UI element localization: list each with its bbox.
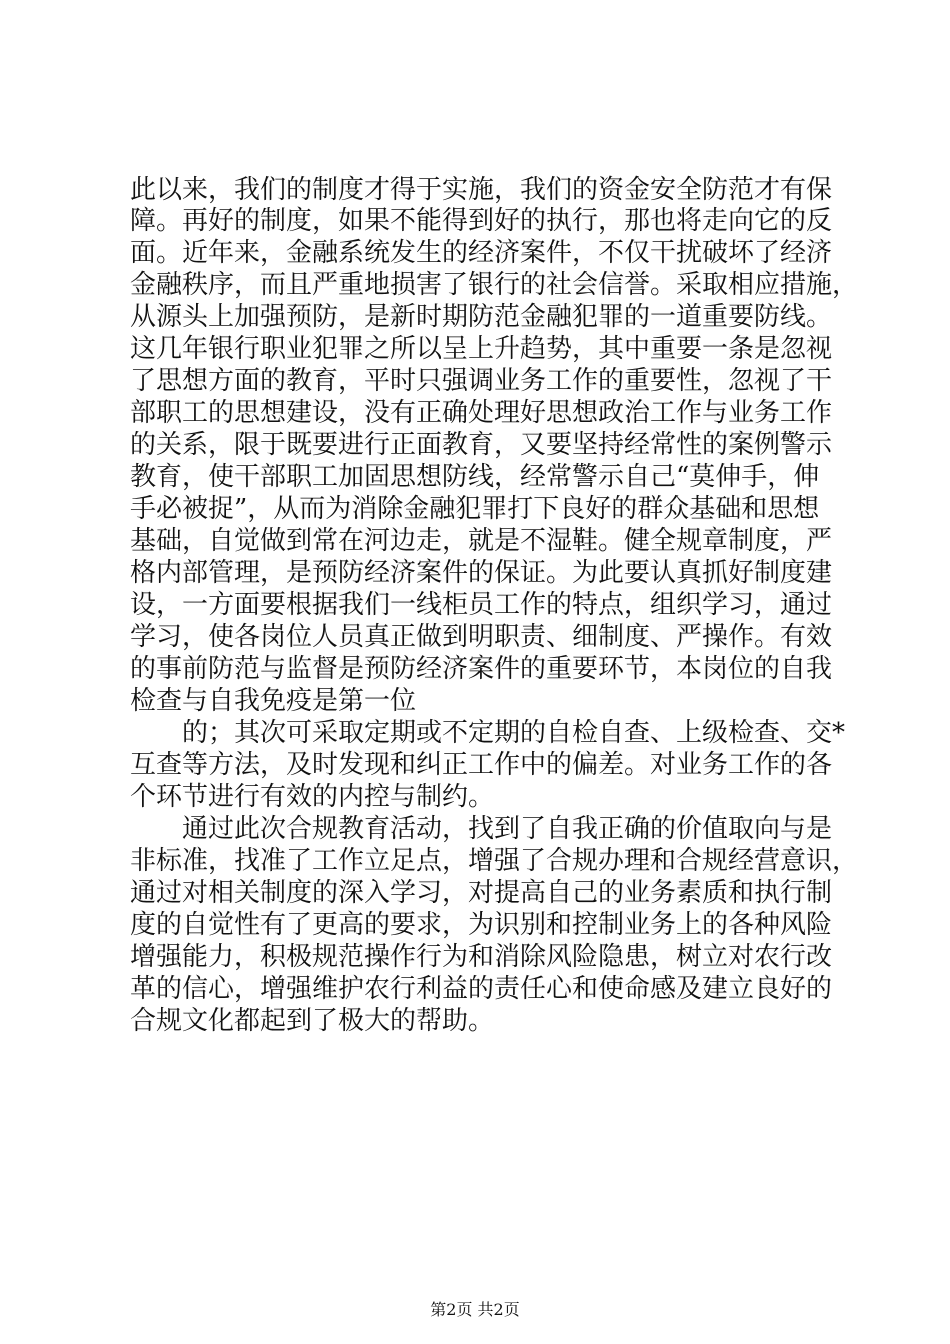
- text-line: 障。再好的制度，如果不能得到好的执行，那也将走向它的反: [130, 206, 833, 236]
- text-line: 增强能力，积极规范操作行为和消除风险隐患，树立对农行改: [130, 942, 833, 972]
- text-line: 检查与自我免疫是第一位: [130, 686, 417, 716]
- text-line: 非标准，找准了工作立足点，增强了合规办理和合规经营意识，: [130, 846, 859, 876]
- text-line: 此以来，我们的制度才得于实施，我们的资金安全防范才有保: [130, 175, 833, 205]
- text-line: 基础，自觉做到常在河边走，就是不湿鞋。健全规章制度，严: [130, 526, 833, 556]
- page-number-footer: 第2页 共2页: [430, 1300, 520, 1319]
- text-line: 革的信心，增强维护农行利益的责任心和使命感及建立良好的: [130, 974, 833, 1004]
- text-line: 面。近年来，金融系统发生的经济案件，不仅干扰破坏了经济: [130, 238, 833, 268]
- text-line: 了思想方面的教育，平时只强调业务工作的重要性，忽视了干: [130, 366, 833, 396]
- text-line: 个环节进行有效的内控与制约。: [130, 782, 495, 812]
- text-line: 部职工的思想建设，没有正确处理好思想政治工作与业务工作: [130, 398, 833, 428]
- text-line: 的；其次可采取定期或不定期的自检自查、上级检查、交*: [130, 718, 846, 748]
- text-line: 合规文化都起到了极大的帮助。: [130, 1006, 495, 1036]
- text-line: 学习，使各岗位人员真正做到明职责、细制度、严操作。有效: [130, 622, 833, 652]
- text-line: 通过此次合规教育活动，找到了自我正确的价值取向与是: [130, 814, 833, 844]
- text-line: 通过对相关制度的深入学习，对提高自己的业务素质和执行制: [130, 878, 833, 908]
- text-line: 手必被捉”，从而为消除金融犯罪打下良好的群众基础和思想: [130, 494, 820, 524]
- text-line: 金融秩序，而且严重地损害了银行的社会信誉。采取相应措施，: [130, 270, 859, 300]
- text-line: 的事前防范与监督是预防经济案件的重要环节，本岗位的自我: [130, 654, 833, 684]
- text-line: 格内部管理，是预防经济案件的保证。为此要认真抓好制度建: [130, 558, 833, 588]
- text-line: 互查等方法，及时发现和纠正工作中的偏差。对业务工作的各: [130, 750, 833, 780]
- text-line: 度的自觉性有了更高的要求，为识别和控制业务上的各种风险: [130, 910, 833, 940]
- text-line: 从源头上加强预防，是新时期防范金融犯罪的一道重要防线。: [130, 302, 833, 332]
- text-line: 教育，使干部职工加固思想防线，经常警示自己“莫伸手，伸: [130, 462, 820, 492]
- text-line: 设，一方面要根据我们一线柜员工作的特点，组织学习，通过: [130, 590, 833, 620]
- text-line: 的关系，限于既要进行正面教育，又要坚持经常性的案例警示: [130, 430, 833, 460]
- text-line: 这几年银行职业犯罪之所以呈上升趋势，其中重要一条是忽视: [130, 334, 833, 364]
